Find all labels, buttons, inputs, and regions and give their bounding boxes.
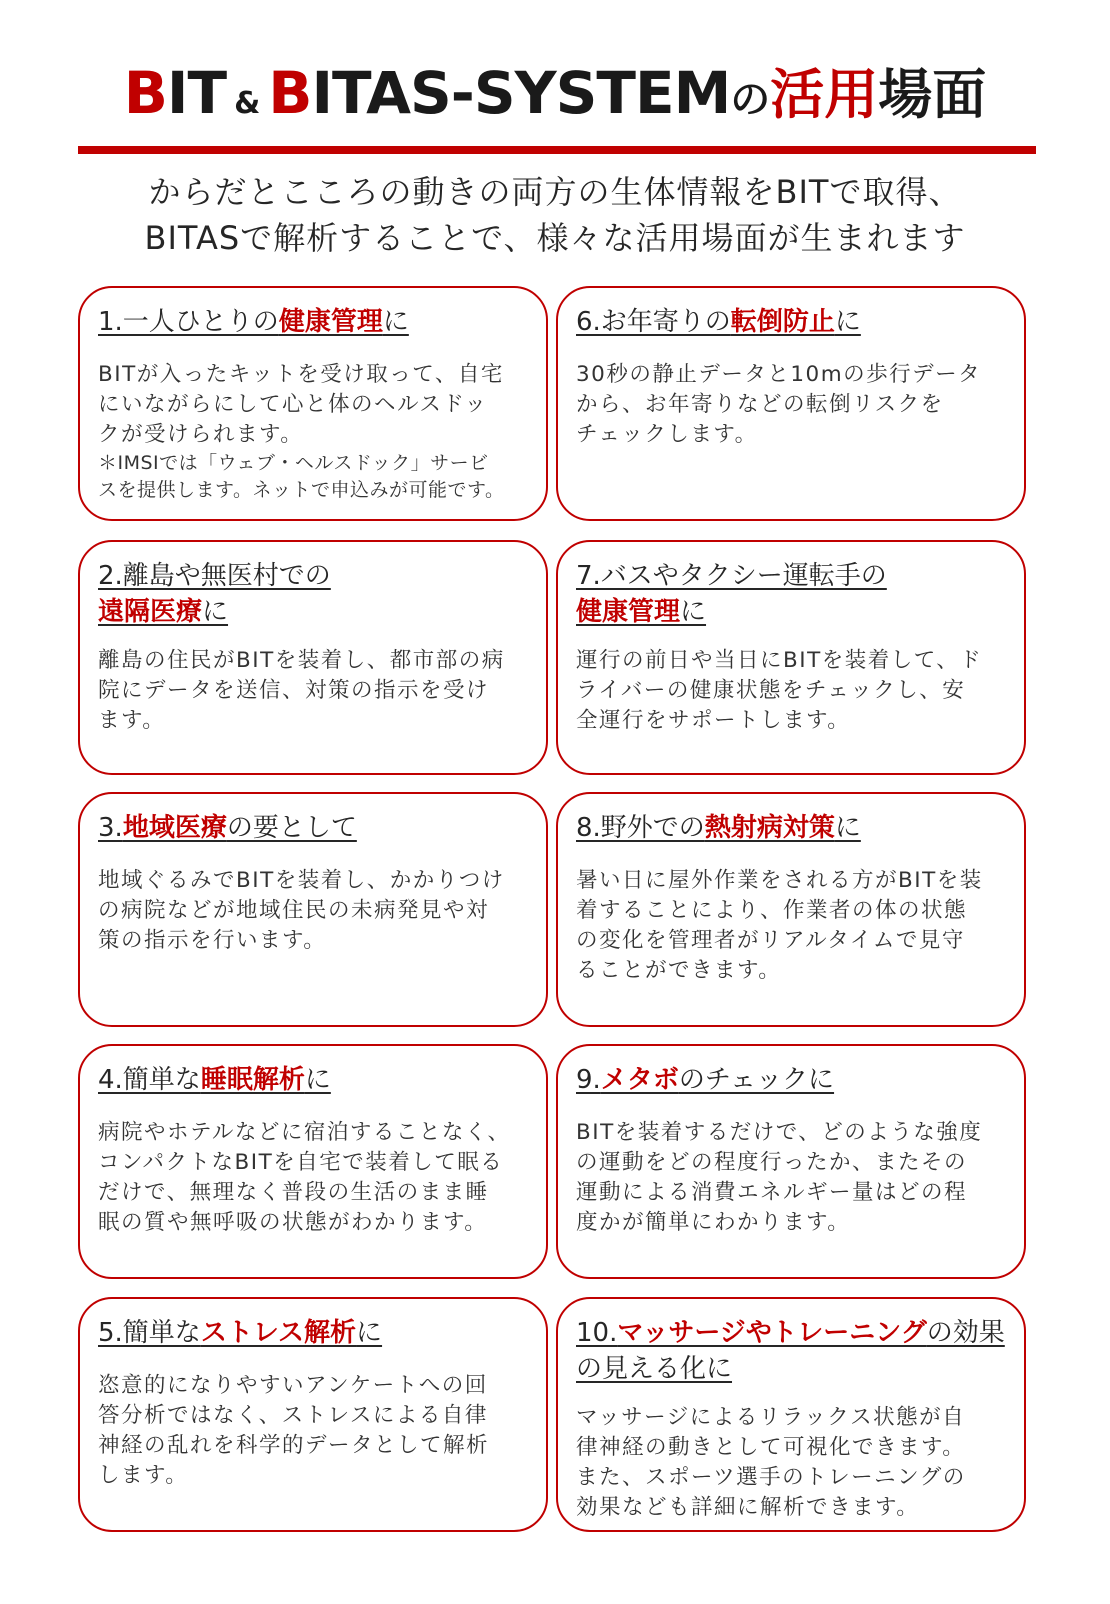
card-driver-health (556, 540, 1026, 775)
card-heading-highlight: メタボ (600, 1065, 679, 1095)
card-heading-highlight: 熱射病対策 (704, 813, 835, 843)
card-heading-suffix: に (202, 597, 229, 627)
card-body-line: 院にデータを送信、対策の指示を受け (98, 678, 490, 703)
title-ampersand: & (234, 86, 261, 121)
card-body (98, 646, 534, 736)
card-body-line: 眠の質や無呼吸の状態がわかります。 (98, 1210, 488, 1235)
card-heading-suffix: のチェックに (678, 1065, 835, 1095)
card-heading-highlight: 地域医療 (122, 813, 227, 843)
card-body (576, 360, 1012, 450)
card-body-line: 病院やホテルなどに宿泊することなく、 (98, 1120, 511, 1145)
card-body-line: 策の指示を行います。 (98, 928, 327, 953)
card-heading-number: 3. (98, 813, 123, 843)
card-heading-highlight: 健康管理 (576, 597, 681, 627)
card-body-line: クが受けられます。 (98, 422, 304, 447)
card-body-line: の運動をどの程度行ったか、またその (576, 1150, 968, 1175)
card-body-line: の変化を管理者がリアルタイムで見守 (576, 928, 965, 953)
card-heading-suffix: に (382, 307, 409, 337)
card-body-line: ライバーの健康状態をチェックし、安 (576, 678, 966, 703)
card-heading (576, 810, 1010, 846)
card-heading-suffix: の要として (226, 813, 357, 843)
card-heading (98, 304, 532, 340)
card-heading-number: 6.お年寄りの (576, 307, 731, 337)
title-bit-rest: IT (166, 59, 227, 127)
card-body-line: 30秒の静止データと10mの歩行データ (576, 362, 982, 387)
card-body-line: 離島の住民がBITを装着し、都市部の病 (98, 648, 505, 673)
title-bit-initial: B (123, 59, 167, 127)
card-heading-highlight: 遠隔医療 (98, 597, 203, 627)
card-heading-highlight: 転倒防止 (730, 307, 835, 337)
card-body-line: 度かが簡単にわかります。 (576, 1210, 851, 1235)
card-heading-suffix: に (304, 1065, 331, 1095)
card-body (98, 866, 534, 956)
card-heading (98, 810, 532, 846)
card-body (576, 646, 1012, 736)
card-body-line: BITを装着するだけで、どのような強度 (576, 1120, 983, 1145)
card-heading-highlight: ストレス解析 (200, 1318, 357, 1348)
card-heading-highlight: 健康管理 (278, 307, 383, 337)
card-massage-training (556, 1297, 1026, 1532)
card-body-line: コンパクトなBITを自宅で装着して眠る (98, 1150, 504, 1175)
card-heading (576, 304, 1010, 340)
card-heading (576, 1315, 1010, 1387)
card-heading-number: 2.離島や無医村での (98, 561, 331, 591)
card-body-line: 効果なども詳細に解析できます。 (576, 1495, 920, 1520)
card-heading-highlight: マッサージやトレーニング (617, 1318, 927, 1348)
card-body-line: します。 (98, 1463, 189, 1488)
card-health-management (78, 286, 548, 521)
card-body-line: BITが入ったキットを受け取って、自宅 (98, 362, 504, 387)
title-bitas-initial: B (268, 59, 312, 127)
card-note-line: ＊IMSIでは「ウェブ・ヘルスドック」サービ (98, 452, 489, 474)
card-body-line: 暑い日に屋外作業をされる方がBITを装 (576, 868, 983, 893)
card-stress-analysis (78, 1297, 548, 1532)
card-heading-number: 10. (576, 1318, 618, 1348)
card-fall-prevention (556, 286, 1026, 521)
card-heading (576, 558, 1010, 630)
title-bitas-rest: ITAS-SYSTEM (311, 59, 731, 127)
card-metabo (556, 1044, 1026, 1279)
card-heading-suffix: に (834, 307, 861, 337)
title-underline (78, 146, 1036, 154)
card-body-line: 運動による消費エネルギー量はどの程 (576, 1180, 968, 1205)
card-body (98, 360, 534, 504)
card-body-line: チェックします。 (576, 422, 758, 447)
card-heading-suffix: の効果の見える化に (576, 1318, 1005, 1384)
card-heading (98, 1062, 532, 1098)
card-heatstroke (556, 792, 1026, 1027)
card-heading-number: 1.一人ひとりの (98, 307, 279, 337)
card-body-line: ることができます。 (576, 958, 782, 983)
card-body (576, 1403, 1012, 1523)
card-community-medicine (78, 792, 548, 1027)
title-no: の (730, 77, 771, 123)
card-body-line: 運行の前日や当日にBITを装着して、ド (576, 648, 983, 673)
title-bamen: 場面 (878, 63, 987, 126)
card-body-line: だけで、無理なく普段の生活のまま睡 (98, 1180, 489, 1205)
card-heading-number: 8.野外での (576, 813, 705, 843)
card-body-line: 神経の乱れを科学的データとして解析 (98, 1433, 490, 1458)
card-remote-medicine (78, 540, 548, 775)
card-heading-number: 9. (576, 1065, 601, 1095)
card-body-line: 答分析ではなく、ストレスによる自律 (98, 1403, 488, 1428)
card-heading-number: 7.バスやタクシー運転手の (576, 561, 887, 591)
card-body-line: また、スポーツ選手のトレーニングの (576, 1465, 966, 1490)
card-heading (98, 1315, 532, 1351)
card-heading-number: 4.簡単な (98, 1065, 201, 1095)
card-body-line: 全運行をサポートします。 (576, 708, 851, 733)
card-body-line: 恣意的になりやすいアンケートへの回 (98, 1373, 488, 1398)
card-heading (576, 1062, 1010, 1098)
card-heading-suffix: に (356, 1318, 383, 1348)
card-heading-number: 5.簡単な (98, 1318, 201, 1348)
card-body-line: の病院などが地域住民の未病発見や対 (98, 898, 490, 923)
card-heading-highlight: 睡眠解析 (200, 1065, 305, 1095)
card-body (576, 1118, 1012, 1238)
card-body-line: 律神経の動きとして可視化できます。 (576, 1435, 966, 1460)
title-katsuyou: 活用 (770, 63, 879, 126)
card-sleep-analysis (78, 1044, 548, 1279)
subtitle-line-1: からだとこころの動きの両方の生体情報をBITで取得、 (148, 173, 962, 211)
card-body (576, 866, 1012, 986)
card-body-line: 地域ぐるみでBITを装着し、かかりつけ (98, 868, 505, 893)
card-note-line: スを提供します。ネットで申込みが可能です。 (98, 479, 505, 501)
card-heading (98, 558, 532, 630)
card-body-line: マッサージによるリラックス状態が自 (576, 1405, 966, 1430)
card-body-line: にいながらにして心と体のヘルスドッ (98, 392, 488, 417)
card-body-line: から、お年寄りなどの転倒リスクを (576, 392, 944, 417)
card-body (98, 1371, 534, 1491)
card-body-line: ます。 (98, 708, 166, 733)
card-heading-suffix: に (680, 597, 707, 627)
subtitle-line-2: BITASで解析することで、様々な活用場面が生まれます (144, 219, 966, 257)
page-title (0, 59, 1110, 127)
card-heading-suffix: に (834, 813, 861, 843)
card-body-line: 着することにより、作業者の体の状態 (576, 898, 968, 923)
card-body (98, 1118, 534, 1238)
